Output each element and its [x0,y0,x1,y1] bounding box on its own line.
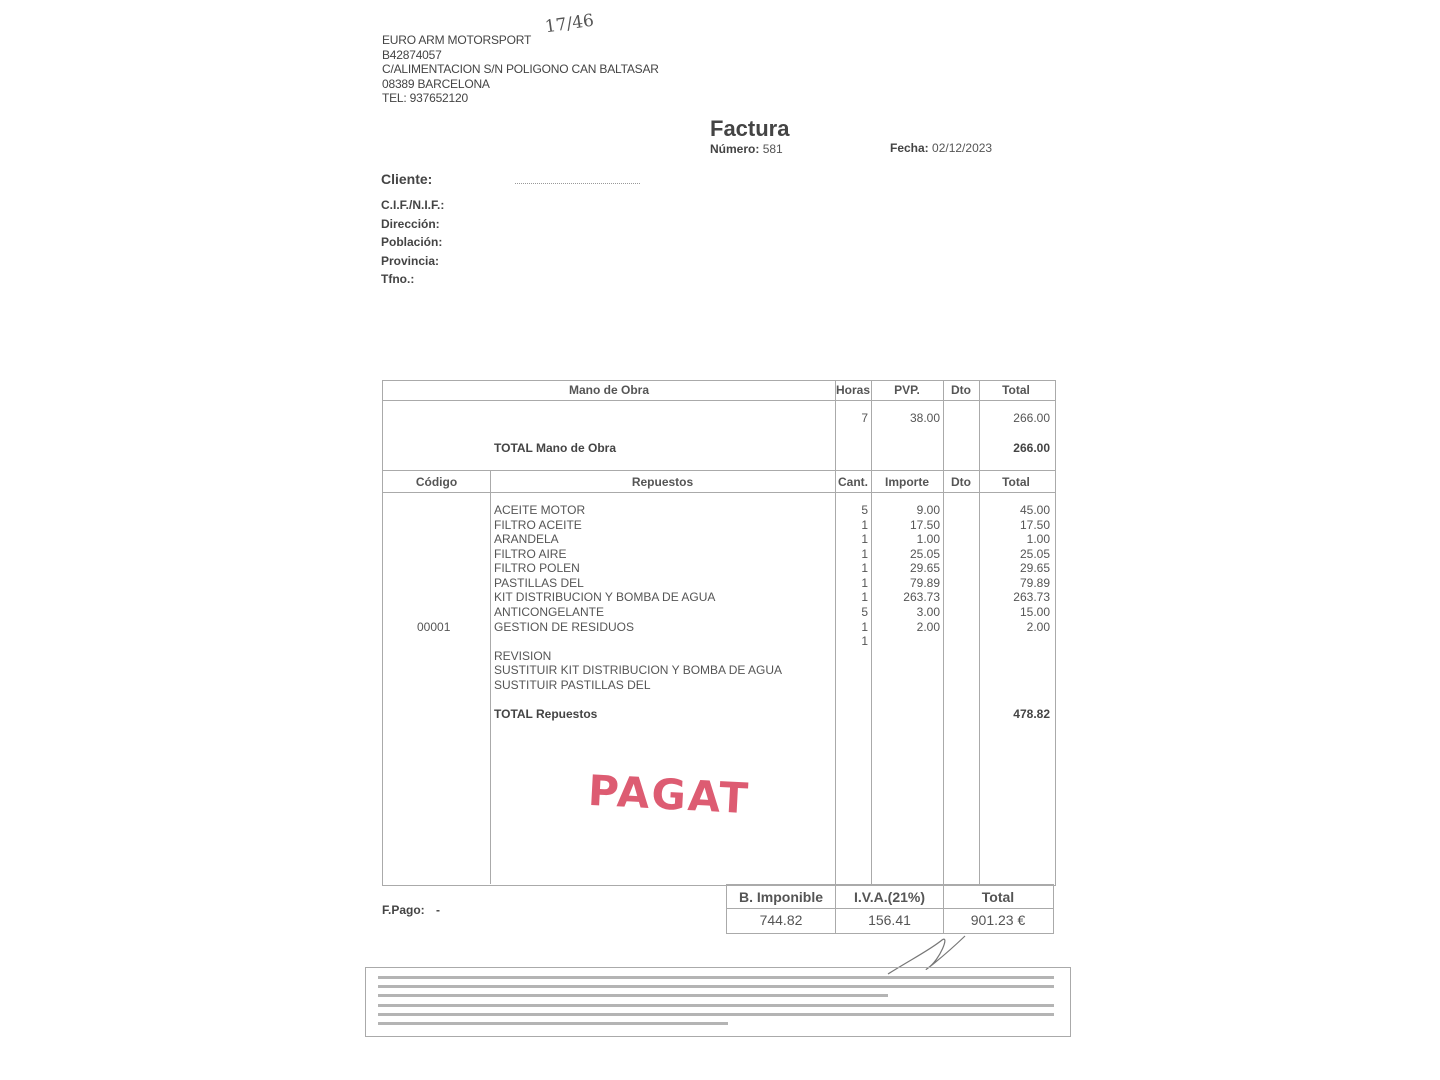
client-field-province: Provincia: [381,253,440,268]
taxable-base-value: 744.82 [759,912,803,928]
part-qty: 1 [861,547,868,561]
part-total: 2.00 [1026,620,1050,634]
payment-label: F.Pago: [382,903,425,917]
labor-header-price: PVP. [894,383,920,397]
invoice-number [710,142,783,156]
company-name: EURO ARM MOTORSPORT [382,33,532,47]
client-name-redacted [515,183,640,184]
part-description: ARANDELA [494,532,559,546]
part-qty: 1 [861,518,868,532]
invoice-date-label: Fecha: [890,141,929,155]
paid-stamp: PAGAT [586,765,751,824]
grand-total-value: 901.23 € [970,912,1026,928]
labor-header-discount: Dto [951,383,971,397]
work-note: SUSTITUIR PASTILLAS DEL [494,678,651,692]
client-field-cif: C.I.F./N.I.F.: [381,198,445,212]
part-qty: 1 [861,590,868,604]
grand-total-label: Total [981,889,1015,905]
client-fields [381,196,444,289]
legal-text-line [378,985,1054,988]
part-total: 1.00 [1026,532,1050,546]
discount-column-rule [943,380,944,884]
labor-header-hours: Horas [835,383,870,397]
taxable-base-label: B. Imponible [739,889,823,905]
part-amount: 3.00 [916,605,940,619]
payment-value: - [436,903,441,917]
client-field-town: Población: [381,235,443,249]
labor-header-total: Total [1002,383,1030,397]
parts-total-value: 478.82 [1013,707,1050,721]
legal-text-line [378,1013,1054,1016]
part-amount: 2.00 [916,620,940,634]
part-total: 17.50 [1019,518,1050,532]
vat-label: I.V.A.(21%) [853,889,926,905]
parts-header-description: Repuestos [631,475,694,489]
work-note: REVISION [494,649,552,663]
parts-total-label: TOTAL Repuestos [494,707,598,721]
part-description: FILTRO POLEN [494,561,580,575]
legal-text-line [378,976,1054,979]
extra-qty: 1 [861,634,868,648]
parts-header-discount: Dto [951,475,971,489]
part-description: FILTRO ACEITE [494,518,582,532]
code-column-rule [490,470,491,884]
invoice-date-value: 02/12/2023 [932,141,993,155]
client-field-phone: Tfno.: [381,272,415,286]
totals-rule [726,908,1054,909]
parts-header-bottom-rule [382,492,1056,493]
part-total: 45.00 [1019,503,1050,517]
legal-text-line [378,1004,1054,1007]
invoice-title: Factura [710,116,790,141]
part-total: 15.00 [1019,605,1050,619]
part-total: 29.65 [1019,561,1050,575]
client-field-address: Dirección: [381,216,440,231]
invoice-number-label: Número: [710,142,760,156]
part-amount: 9.00 [916,503,940,517]
client-label: Cliente: [381,171,433,187]
legal-notice [365,967,1071,1037]
parts-header-total: Total [1002,475,1030,489]
part-description: GESTION DE RESIDUOS [494,620,635,634]
part-amount: 263.73 [903,590,940,604]
legal-text-line [378,994,888,997]
part-total: 263.73 [1013,590,1050,604]
part-description: KIT DISTRIBUCION Y BOMBA DE AGUA [494,590,716,604]
parts-header-top-rule [382,470,1056,471]
labor-hours: 7 [861,411,868,425]
part-qty: 1 [861,620,868,634]
part-description: ACEITE MOTOR [494,503,586,517]
part-code: 00001 [417,620,451,634]
labor-price: 38.00 [909,411,940,425]
part-total: 79.89 [1019,576,1050,590]
part-amount: 17.50 [909,518,940,532]
part-amount: 1.00 [916,532,940,546]
work-note: SUSTITUIR KIT DISTRIBUCION Y BOMBA DE AGUA [494,663,783,677]
labor-header-description: Mano de Obra [568,383,649,397]
part-total: 25.05 [1019,547,1050,561]
part-description: FILTRO AIRE [494,547,567,561]
vat-value: 156.41 [868,912,911,928]
labor-line-total: 266.00 [1013,411,1050,425]
payment-method [382,903,440,917]
part-qty: 1 [861,561,868,575]
company-phone: TEL: 937652120 [382,91,468,106]
part-amount: 25.05 [909,547,940,561]
part-amount: 79.89 [909,576,940,590]
parts-header-qty: Cant. [838,475,868,489]
labor-total-value: 266.00 [1013,441,1050,455]
part-description: ANTICONGELANTE [494,605,605,619]
part-qty: 5 [861,605,868,619]
parts-header-amount: Importe [884,475,929,489]
part-qty: 1 [861,532,868,546]
part-description: PASTILLAS DEL [494,576,584,590]
labor-header-rule [382,400,1056,401]
company-info [382,33,659,106]
legal-text-line [378,1022,728,1025]
part-amount: 29.65 [909,561,940,575]
handwritten-note: 17/46 [543,10,596,38]
invoice-number-value: 581 [762,142,783,156]
parts-header-code: Código [415,475,458,489]
company-city: 08389 BARCELONA [382,76,490,91]
company-nif: B42874057 [382,47,442,62]
labor-total-label: TOTAL Mano de Obra [494,441,617,455]
part-qty: 1 [861,576,868,590]
invoice-date [890,141,992,155]
part-qty: 5 [861,503,868,517]
company-address: C/ALIMENTACION S/N POLIGONO CAN BALTASAR [382,62,659,77]
